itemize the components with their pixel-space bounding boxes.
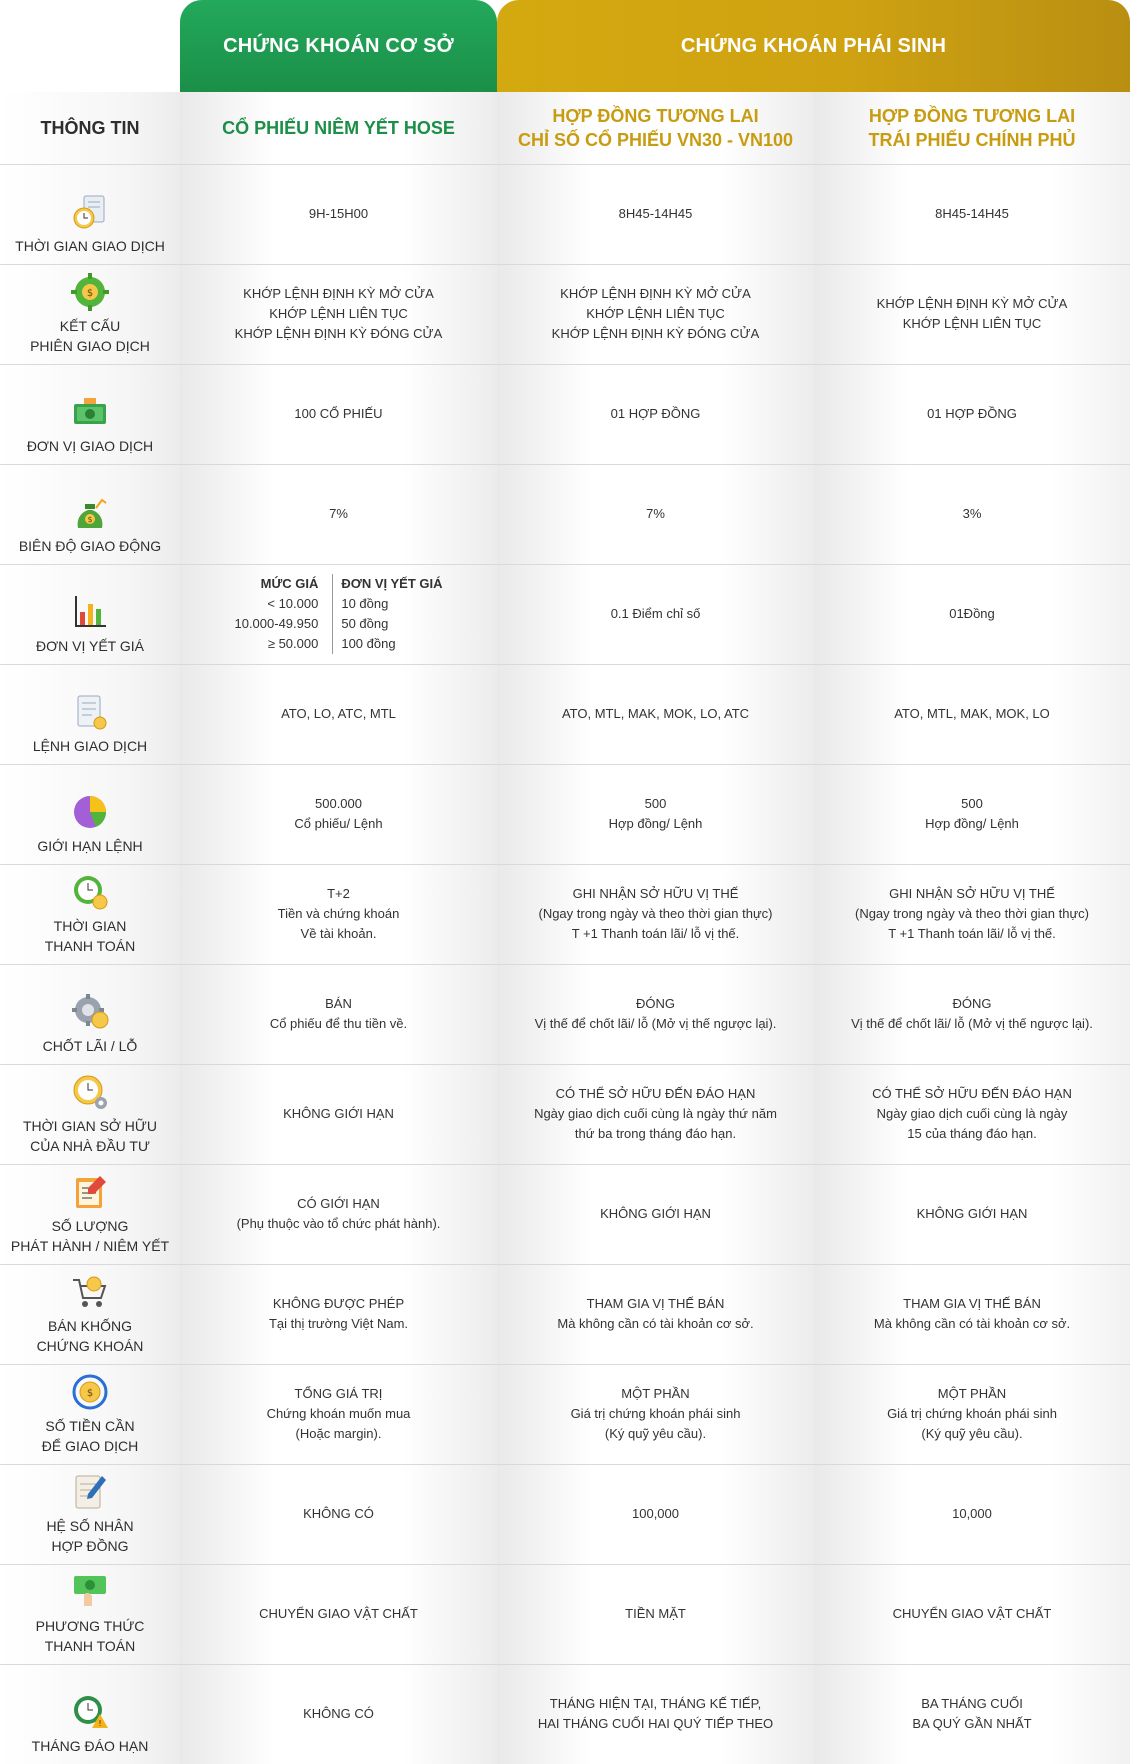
row-label-line: THỜI GIAN SỞ HỮU [23, 1118, 157, 1134]
cell-line: BA THÁNG CUỐI [921, 1696, 1023, 1711]
cash-stack-icon [70, 392, 110, 432]
cell-line: 7% [646, 506, 665, 521]
cell-line: TIỀN MẶT [625, 1606, 686, 1621]
cell-c3 [814, 1664, 1130, 1764]
clock-warning-icon [70, 1692, 110, 1732]
cell-line: KHỚP LỆNH ĐỊNH KỲ MỞ CỬA [243, 286, 434, 301]
cell-line: 15 của tháng đáo hạn. [907, 1126, 1037, 1141]
row-label-cell [0, 1064, 180, 1164]
cell-line: Mà không cần có tài khoản cơ sở. [873, 1316, 1071, 1331]
table-row [0, 1564, 1130, 1664]
row-label-line: THỜI GIAN [53, 918, 127, 934]
row-label-line: THANH TOÁN [44, 938, 136, 954]
cell-line: KHỚP LỆNH ĐỊNH KỲ ĐÓNG CỬA [234, 326, 443, 341]
cell-c3 [814, 264, 1130, 364]
cell-line: KHỚP LỆNH ĐỊNH KỲ MỞ CỬA [560, 286, 751, 301]
tick-size-column [332, 574, 442, 654]
cell-c3 [814, 464, 1130, 564]
row-label-cell [0, 764, 180, 864]
cell-line: Chứng khoán muốn mua [266, 1406, 411, 1421]
cell-line: (Hoặc margin). [295, 1426, 382, 1441]
row-label-cell [0, 364, 180, 464]
tick-size: 100 đồng [341, 636, 396, 651]
cell-line: 10,000 [952, 1506, 992, 1521]
cell-c2 [497, 864, 814, 964]
table-row [0, 164, 1130, 264]
cell-line: KHỚP LỆNH LIÊN TỤC [269, 306, 408, 321]
cell-line: T+2 [327, 886, 350, 901]
cell-c2 [497, 1164, 814, 1264]
cell-line: Mà không cần có tài khoản cơ sở. [557, 1316, 754, 1331]
cell-line: CÓ THỂ SỞ HỮU ĐẾN ĐÁO HẠN [872, 1086, 1072, 1101]
cell-c3 [814, 1164, 1130, 1264]
cell-line: KHÔNG CÓ [303, 1506, 374, 1521]
row-label-line: PHÁT HÀNH / NIÊM YẾT [10, 1238, 170, 1254]
cell-c2 [497, 664, 814, 764]
cell-c2 [497, 1464, 814, 1564]
cell-line: 01 HỢP ĐỒNG [927, 406, 1017, 421]
clock-document-icon [70, 192, 110, 232]
cell-c1 [180, 664, 497, 764]
cell-line: T +1 Thanh toán lãi/ lỗ vị thế. [888, 926, 1056, 941]
cell-c1 [180, 864, 497, 964]
column-header-bond-futures [814, 92, 1130, 164]
cell-c1 [180, 1264, 497, 1364]
cell-line: KHÔNG GIỚI HẠN [916, 1206, 1028, 1221]
cell-line: KHÔNG GIỚI HẠN [600, 1206, 711, 1221]
row-label-line: ĐỂ GIAO DỊCH [41, 1438, 139, 1454]
table-row [0, 364, 1130, 464]
cell-line: ĐÓNG [952, 996, 992, 1011]
cell-c1 [180, 1064, 497, 1164]
row-label [30, 316, 150, 356]
row-label-line: BÁN KHỐNG [47, 1318, 132, 1334]
cell-line: GHI NHẬN SỞ HỮU VỊ THẾ [572, 886, 739, 901]
pie-chart-icon [70, 792, 110, 832]
cell-c1 [180, 164, 497, 264]
row-label-line: PHIÊN GIAO DỊCH [30, 338, 150, 354]
cell-c2 [497, 464, 814, 564]
row-label-line: PHƯƠNG THỨC [35, 1618, 145, 1634]
group-header-base: CHỨNG KHOÁN CƠ SỞ [180, 0, 497, 92]
cell-c3 [814, 764, 1130, 864]
cell-c1 [180, 1564, 497, 1664]
price-level-column [234, 574, 318, 654]
row-label-cell [0, 1264, 180, 1364]
cell-c2 [497, 1664, 814, 1764]
cell-c2 [497, 564, 814, 664]
row-label-line: THÁNG ĐÁO HẠN [31, 1738, 149, 1754]
cell-c2 [497, 764, 814, 864]
cell-line: KHÔNG GIỚI HẠN [283, 1106, 394, 1121]
row-label-line: LỆNH GIAO DỊCH [32, 738, 148, 754]
row-label-line: GIỚI HẠN LỆNH [37, 838, 143, 854]
cell-line: (Ký quỹ yêu cầu). [604, 1426, 707, 1441]
cell-line: THÁNG HIỆN TẠI, THÁNG KẾ TIẾP, [549, 1696, 762, 1711]
cell-c2 [497, 1364, 814, 1464]
cell-c2 [497, 364, 814, 464]
cell-line: HAI THÁNG CUỐI HAI QUÝ TIẾP THEO [537, 1716, 774, 1731]
cell-line: Giá trị chứng khoán phái sinh [887, 1406, 1057, 1421]
row-label-cell [0, 464, 180, 564]
row-label [36, 636, 144, 656]
cell-c2 [497, 264, 814, 364]
price-level: < 10.000 [267, 596, 319, 611]
cell-line: Hợp đồng/ Lệnh [608, 816, 703, 831]
table-row [0, 264, 1130, 364]
cell-line: 500 [644, 796, 667, 811]
row-label [37, 1316, 144, 1356]
cell-line: CHUYỂN GIAO VẬT CHẤT [892, 1606, 1052, 1621]
cell-c3 [814, 164, 1130, 264]
cell-line: 9H-15H00 [308, 206, 369, 221]
cell-line: ATO, MTL, MAK, MOK, LO [894, 706, 1050, 721]
cell-line: MỘT PHẦN [621, 1386, 690, 1401]
cell-line: THAM GIA VỊ THẾ BÁN [903, 1296, 1041, 1311]
table-row [0, 864, 1130, 964]
cell-c2 [497, 1264, 814, 1364]
cell-c1 [180, 1164, 497, 1264]
tick-size: 50 đồng [341, 616, 389, 631]
row-label [45, 916, 136, 956]
cell-line: ATO, LO, ATC, MTL [281, 706, 396, 721]
cell-line: Giá trị chứng khoán phái sinh [570, 1406, 741, 1421]
svg-text:$: $ [86, 1388, 94, 1399]
row-label [42, 1416, 138, 1456]
row-label [36, 1616, 145, 1656]
row-label-line: THỜI GIAN GIAO DỊCH [15, 238, 165, 254]
tick-table-header: MỨC GIÁ [260, 576, 319, 591]
cell-line: (Ngay trong ngày và theo thời gian thực) [538, 906, 773, 921]
cell-c1 [180, 364, 497, 464]
cell-c2 [497, 964, 814, 1064]
cell-line: Vị thế để chốt lãi/ lỗ (Mở vị thế ngược lại). [851, 1016, 1093, 1031]
column-header-line: TRÁI PHIẾU CHÍNH PHỦ [868, 130, 1076, 150]
cell-line: Cổ phiếu để thu tiền về. [269, 1016, 408, 1031]
cell-line: KHỚP LỆNH LIÊN TỤC [586, 306, 725, 321]
cell-line: CÓ THỂ SỞ HỮU ĐẾN ĐÁO HẠN [555, 1086, 756, 1101]
tick-table-header: ĐƠN VỊ YẾT GIÁ [341, 576, 443, 591]
table-row [0, 464, 1130, 564]
table-row [0, 1164, 1130, 1264]
table-row [0, 564, 1130, 664]
row-label-cell [0, 564, 180, 664]
cell-line: Hợp đồng/ Lệnh [925, 816, 1019, 831]
group-header-derivative: CHỨNG KHOÁN PHÁI SINH [497, 0, 1130, 92]
clock-coin-icon [70, 872, 110, 912]
cell-c3 [814, 1564, 1130, 1664]
row-label-line: CHỨNG KHOÁN [36, 1338, 144, 1354]
row-label-cell [0, 864, 180, 964]
cell-c3 [814, 1364, 1130, 1464]
table-row [0, 664, 1130, 764]
row-label-cell [0, 1464, 180, 1564]
column-header-hose [180, 92, 497, 164]
cell-line: 100,000 [632, 1506, 679, 1521]
tick-size: 10 đồng [341, 596, 389, 611]
cell-c1 [180, 264, 497, 364]
row-label [46, 1516, 133, 1556]
cell-c1 [180, 464, 497, 564]
row-label-cell [0, 664, 180, 764]
bar-chart-icon [70, 592, 110, 632]
column-header-line: CHỈ SỐ CỔ PHIẾU VN30 - VN100 [517, 130, 794, 150]
table-row [0, 1264, 1130, 1364]
cell-c3 [814, 864, 1130, 964]
cell-c3 [814, 1464, 1130, 1564]
table-row [0, 1364, 1130, 1464]
cell-c3 [814, 1264, 1130, 1364]
row-label-line: KẾT CẤU [59, 318, 121, 334]
coin-cycle-icon [70, 1372, 110, 1412]
cell-line: 7% [329, 506, 348, 521]
row-label [32, 1736, 149, 1756]
cell-c3 [814, 964, 1130, 1064]
gear-dollar-icon [70, 272, 110, 312]
cell-c3 [814, 364, 1130, 464]
cell-line: CHUYỂN GIAO VẬT CHẤT [259, 1606, 418, 1621]
row-label [43, 1036, 138, 1056]
cell-c3 [814, 664, 1130, 764]
cell-line: Tại thị trường Việt Nam. [268, 1316, 409, 1331]
table-row [0, 964, 1130, 1064]
price-level: 10.000-49.950 [234, 616, 319, 631]
cell-line: 3% [962, 506, 982, 521]
row-label-line: BIÊN ĐỘ GIAO ĐỘNG [18, 538, 162, 554]
cell-c1 [180, 764, 497, 864]
notepad-icon [70, 1172, 110, 1212]
row-label [19, 536, 161, 556]
column-header-line: HỢP ĐỒNG TƯƠNG LAI [552, 106, 759, 126]
cell-line: ĐÓNG [636, 996, 675, 1011]
cell-line: Cổ phiếu/ Lệnh [294, 816, 383, 831]
row-label-line: HỢP ĐỒNG [51, 1538, 129, 1554]
cell-line: (Ngay trong ngày và theo thời gian thực) [854, 906, 1090, 921]
cell-line: THAM GIA VỊ THẾ BÁN [586, 1296, 725, 1311]
svg-text:$: $ [86, 288, 94, 299]
cell-line: KHÔNG ĐƯỢC PHÉP [272, 1296, 405, 1311]
column-header-line: HỢP ĐỒNG TƯƠNG LAI [868, 106, 1076, 126]
cell-line: BA QUÝ GẦN NHẤT [912, 1716, 1032, 1731]
row-label-line: SỐ LƯỢNG [51, 1218, 129, 1234]
row-label [11, 1216, 169, 1256]
contract-pen-icon [70, 1472, 110, 1512]
cell-line: 500.000 [315, 796, 362, 811]
clock-gear-icon [70, 1072, 110, 1112]
row-label-line: SỐ TIỀN CẦN [45, 1418, 135, 1434]
row-label-line: CỦA NHÀ ĐẦU TƯ [30, 1138, 150, 1154]
cell-line: GHI NHẬN SỞ HỮU VỊ THẾ [889, 886, 1055, 901]
cell-c1 [180, 1364, 497, 1464]
column-header-index-futures [497, 92, 814, 164]
row-label-cell [0, 1564, 180, 1664]
cell-line: 01 HỢP ĐỒNG [610, 406, 701, 421]
table-row [0, 764, 1130, 864]
cart-coin-icon [70, 1272, 110, 1312]
row-label-line: ĐƠN VỊ GIAO DỊCH [26, 438, 154, 454]
row-label [37, 836, 142, 856]
cell-c2 [497, 1064, 814, 1164]
table-row [0, 1464, 1130, 1564]
cell-line: 100 CỔ PHIẾU [294, 406, 383, 421]
cell-line: thứ ba trong tháng đáo hạn. [574, 1126, 737, 1141]
cell-line: CÓ GIỚI HẠN [297, 1196, 380, 1211]
table-row [0, 1064, 1130, 1164]
cell-line: 8H45-14H45 [618, 206, 693, 221]
cell-c1 [180, 564, 497, 664]
row-label-cell [0, 964, 180, 1064]
row-label-line: THANH TOÁN [44, 1638, 136, 1654]
row-label-cell [0, 1164, 180, 1264]
cell-c3 [814, 564, 1130, 664]
order-list-icon [70, 692, 110, 732]
row-label-cell [0, 164, 180, 264]
cell-line: 0.1 Điểm chỉ số [610, 606, 701, 621]
cell-line: MỘT PHẦN [937, 1386, 1007, 1401]
column-header-info: THÔNG TIN [40, 117, 140, 138]
cell-c2 [497, 1564, 814, 1664]
row-label-cell [0, 264, 180, 364]
cell-line: KHỚP LỆNH LIÊN TỤC [902, 316, 1042, 331]
row-label-line: HỆ SỐ NHÂN [46, 1518, 134, 1534]
cell-c1 [180, 1464, 497, 1564]
row-label-line: CHỐT LÃI / LỖ [42, 1038, 138, 1054]
row-label-cell [0, 1664, 180, 1764]
cell-line: KHỚP LỆNH ĐỊNH KỲ MỞ CỬA [876, 296, 1068, 311]
cell-line: (Ký quỹ yêu cầu). [921, 1426, 1023, 1441]
cell-c1 [180, 1664, 497, 1764]
cell-line: Ngày giao dịch cuối cùng là ngày [876, 1106, 1068, 1121]
cell-line: TỔNG GIÁ TRỊ [294, 1386, 383, 1401]
cell-line: Về tài khoản. [300, 926, 377, 941]
row-label-line: ĐƠN VỊ YẾT GIÁ [36, 638, 144, 654]
svg-text:!: ! [98, 1719, 102, 1728]
cell-line: KHỚP LỆNH ĐỊNH KỲ ĐÓNG CỬA [551, 326, 760, 341]
cell-line: Ngày giao dịch cuối cùng là ngày thứ năm [534, 1106, 777, 1121]
cell-c3 [814, 1064, 1130, 1164]
column-header-line: CỔ PHIẾU NIÊM YẾT HOSE [222, 117, 455, 138]
cell-c2 [497, 164, 814, 264]
price-level: ≥ 50.000 [267, 636, 319, 651]
cell-c1 [180, 964, 497, 1064]
cell-line: BÁN [325, 996, 352, 1011]
row-label [15, 236, 165, 256]
cell-line: 01Đồng [949, 606, 995, 621]
cash-hand-icon [70, 1572, 110, 1612]
row-label [33, 736, 147, 756]
cell-line: ATO, MTL, MAK, MOK, LO, ATC [561, 706, 750, 721]
row-label [27, 436, 153, 456]
svg-text:$: $ [87, 515, 93, 524]
gear-coin-icon [70, 992, 110, 1032]
cell-line: 8H45-14H45 [935, 206, 1009, 221]
cell-line: T +1 Thanh toán lãi/ lỗ vị thế. [571, 926, 740, 941]
cell-line: (Phụ thuộc vào tổ chức phát hành). [236, 1216, 441, 1231]
row-label-cell [0, 1364, 180, 1464]
cell-line: Tiền và chứng khoán [277, 906, 400, 921]
cell-line: 500 [961, 796, 983, 811]
money-bag-growth-icon [70, 492, 110, 532]
cell-line: Vị thế để chốt lãi/ lỗ (Mở vị thế ngược lại). [534, 1016, 777, 1031]
cell-line: KHÔNG CÓ [303, 1706, 374, 1721]
table-row [0, 1664, 1130, 1764]
tick-size-table [234, 574, 442, 654]
row-label [23, 1116, 157, 1156]
